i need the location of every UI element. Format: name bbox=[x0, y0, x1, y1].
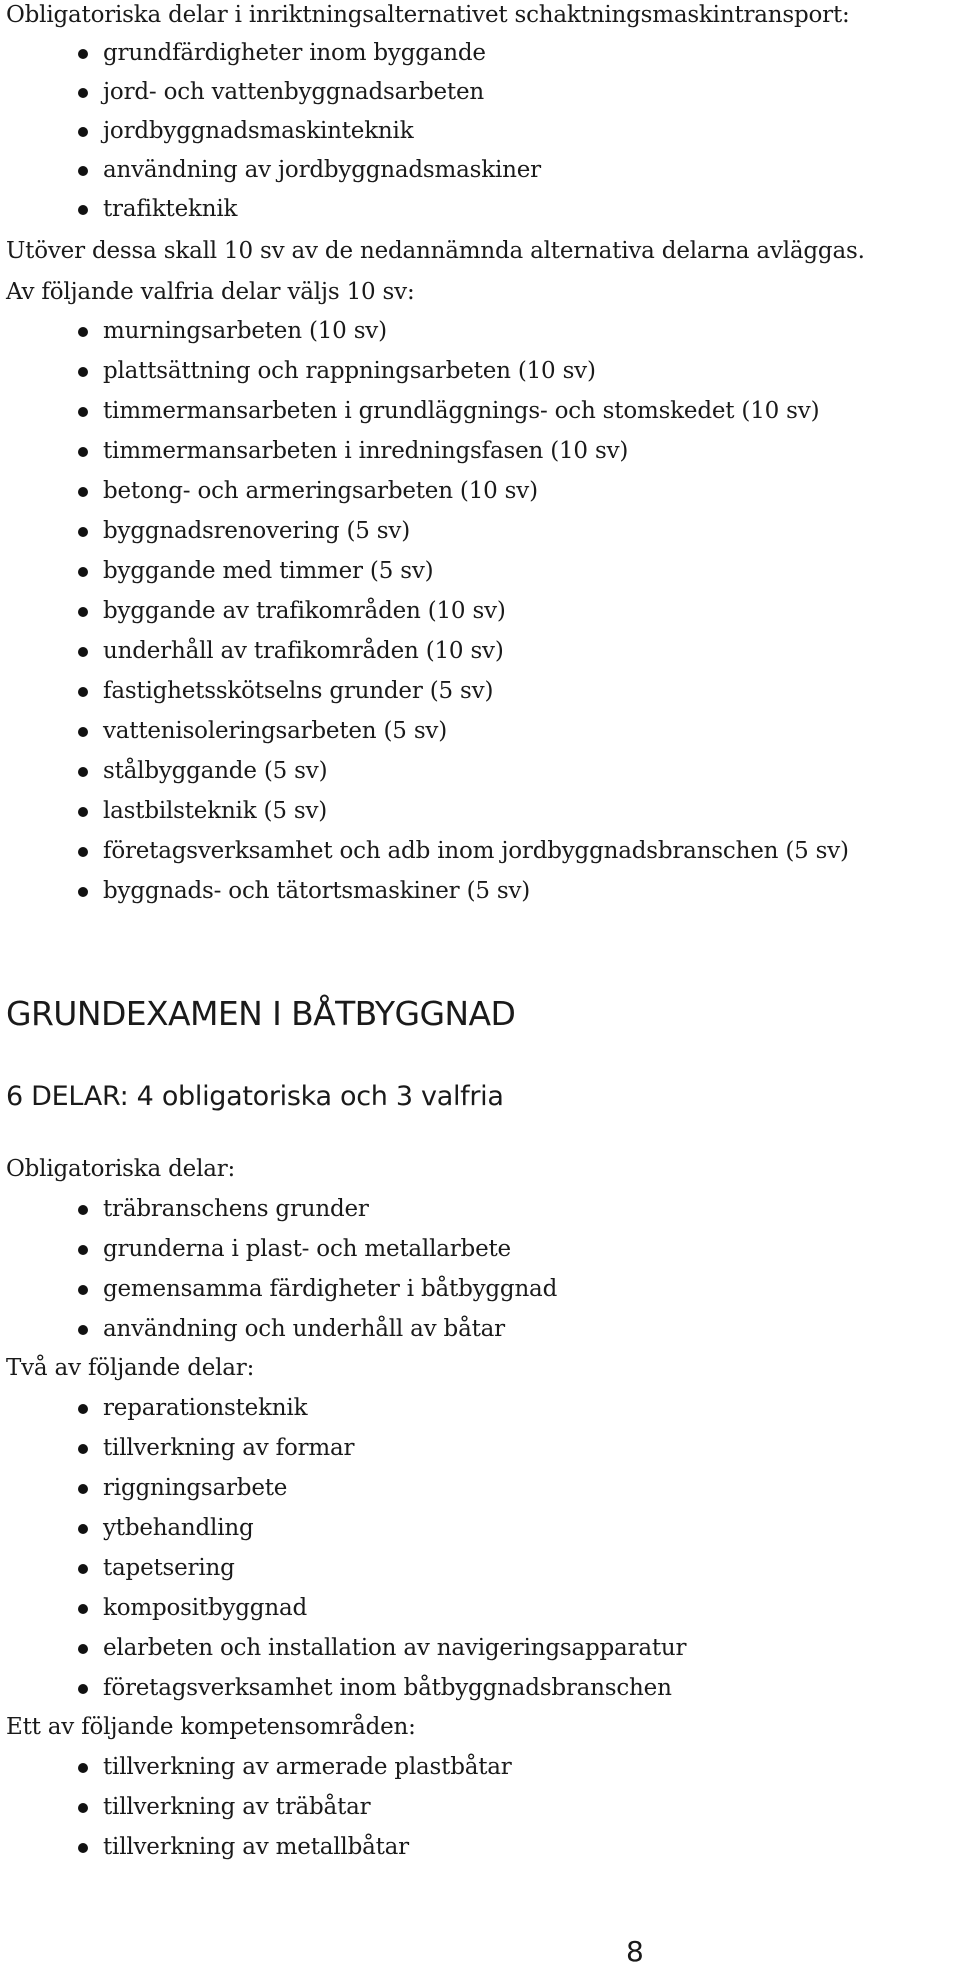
list-item bbox=[0, 1433, 686, 1473]
list-item-text: vattenisoleringsarbeten (5 sv) bbox=[103, 718, 447, 744]
list-item-text: tapetsering bbox=[103, 1555, 235, 1581]
section1-mandatory-list bbox=[0, 38, 541, 233]
bullet-icon bbox=[78, 49, 88, 59]
list-item-text: jord- och vattenbyggnadsarbeten bbox=[103, 79, 484, 105]
bullet-icon bbox=[78, 88, 88, 98]
list-item bbox=[0, 716, 849, 756]
list-item-text: användning och underhåll av båtar bbox=[103, 1316, 505, 1342]
bullet-icon bbox=[78, 1803, 88, 1813]
bullet-icon bbox=[78, 647, 88, 657]
bullet-icon bbox=[78, 807, 88, 817]
section2-mandatory-label: Obligatoriska delar: bbox=[6, 1156, 236, 1182]
list-item bbox=[0, 1553, 686, 1593]
list-item-text: kompositbyggnad bbox=[103, 1595, 307, 1621]
bullet-icon bbox=[78, 127, 88, 137]
bullet-icon bbox=[78, 1564, 88, 1574]
bullet-icon bbox=[78, 767, 88, 777]
list-item-text: timmermansarbeten i inredningsfasen (10 sv) bbox=[103, 438, 629, 464]
bullet-icon bbox=[78, 727, 88, 737]
bullet-icon bbox=[78, 1644, 88, 1654]
bullet-icon bbox=[78, 1205, 88, 1215]
list-item bbox=[0, 77, 541, 116]
bullet-icon bbox=[78, 607, 88, 617]
section2-subtitle: 6 DELAR: 4 obligatoriska och 3 valfria bbox=[6, 1081, 504, 1112]
section1-intro: Obligatoriska delar i inriktningsalternativet schaktningsmaskintransport: bbox=[6, 2, 850, 28]
list-item bbox=[0, 1274, 557, 1314]
list-item-text: murningsarbeten (10 sv) bbox=[103, 318, 387, 344]
list-item bbox=[0, 1194, 557, 1234]
bullet-icon bbox=[78, 567, 88, 577]
list-item-text: plattsättning och rappningsarbeten (10 sv) bbox=[103, 358, 596, 384]
section2-one-of-list bbox=[0, 1752, 512, 1872]
list-item bbox=[0, 516, 849, 556]
bullet-icon bbox=[78, 367, 88, 377]
section2-mandatory-list bbox=[0, 1194, 557, 1354]
list-item-text: byggnads- och tätortsmaskiner (5 sv) bbox=[103, 878, 531, 904]
section1-choice-note: Utöver dessa skall 10 sv av de nedannämnda alternativa delarna avläggas. bbox=[6, 238, 865, 264]
list-item-text: gemensamma färdigheter i båtbyggnad bbox=[103, 1276, 558, 1302]
bullet-icon bbox=[78, 1285, 88, 1295]
bullet-icon bbox=[78, 1484, 88, 1494]
list-item bbox=[0, 1673, 686, 1713]
list-item-text: byggnadsrenovering (5 sv) bbox=[103, 518, 410, 544]
bullet-icon bbox=[78, 205, 88, 215]
bullet-icon bbox=[78, 887, 88, 897]
list-item-text: byggande av trafikområden (10 sv) bbox=[103, 598, 506, 624]
list-item bbox=[0, 796, 849, 836]
list-item bbox=[0, 876, 849, 916]
list-item bbox=[0, 1314, 557, 1354]
list-item bbox=[0, 155, 541, 194]
section2-two-of-list bbox=[0, 1393, 686, 1713]
list-item bbox=[0, 1234, 557, 1274]
bullet-icon bbox=[78, 847, 88, 857]
list-item bbox=[0, 116, 541, 155]
list-item-text: byggande med timmer (5 sv) bbox=[103, 558, 434, 584]
list-item-text: betong- och armeringsarbeten (10 sv) bbox=[103, 478, 538, 504]
list-item bbox=[0, 556, 849, 596]
bullet-icon bbox=[78, 1245, 88, 1255]
page-number: 8 bbox=[626, 1935, 644, 1968]
list-item-text: grunderna i plast- och metallarbete bbox=[103, 1236, 511, 1262]
list-item bbox=[0, 756, 849, 796]
list-item bbox=[0, 1832, 512, 1872]
bullet-icon bbox=[78, 1763, 88, 1773]
list-item bbox=[0, 396, 849, 436]
list-item-text: användning av jordbyggnadsmaskiner bbox=[103, 157, 541, 183]
bullet-icon bbox=[78, 1843, 88, 1853]
list-item-text: stålbyggande (5 sv) bbox=[103, 758, 328, 784]
list-item-text: tillverkning av formar bbox=[103, 1435, 355, 1461]
list-item bbox=[0, 676, 849, 716]
list-item-text: lastbilsteknik (5 sv) bbox=[103, 798, 328, 824]
list-item bbox=[0, 1633, 686, 1673]
bullet-icon bbox=[78, 166, 88, 176]
list-item-text: tillverkning av träbåtar bbox=[103, 1794, 371, 1820]
list-item bbox=[0, 596, 849, 636]
bullet-icon bbox=[78, 1524, 88, 1534]
list-item bbox=[0, 436, 849, 476]
list-item-text: träbranschens grunder bbox=[103, 1196, 369, 1222]
list-item-text: fastighetsskötselns grunder (5 sv) bbox=[103, 678, 494, 704]
list-item bbox=[0, 836, 849, 876]
bullet-icon bbox=[78, 1604, 88, 1614]
bullet-icon bbox=[78, 1444, 88, 1454]
list-item-text: elarbeten och installation av navigeringsapparatur bbox=[103, 1635, 687, 1661]
bullet-icon bbox=[78, 527, 88, 537]
list-item-text: riggningsarbete bbox=[103, 1475, 288, 1501]
list-item bbox=[0, 1393, 686, 1433]
bullet-icon bbox=[78, 687, 88, 697]
list-item bbox=[0, 1593, 686, 1633]
bullet-icon bbox=[78, 327, 88, 337]
list-item-text: underhåll av trafikområden (10 sv) bbox=[103, 638, 504, 664]
list-item bbox=[0, 636, 849, 676]
list-item-text: tillverkning av metallbåtar bbox=[103, 1834, 409, 1860]
list-item bbox=[0, 194, 541, 233]
section1-optional-intro: Av följande valfria delar väljs 10 sv: bbox=[6, 279, 415, 305]
list-item-text: företagsverksamhet och adb inom jordbyggnadsbranschen (5 sv) bbox=[103, 838, 849, 864]
list-item bbox=[0, 1473, 686, 1513]
bullet-icon bbox=[78, 487, 88, 497]
list-item bbox=[0, 1752, 512, 1792]
section1-optional-list bbox=[0, 316, 849, 916]
bullet-icon bbox=[78, 447, 88, 457]
section2-two-of-label: Två av följande delar: bbox=[6, 1355, 255, 1381]
bullet-icon bbox=[78, 407, 88, 417]
section2-title: GRUNDEXAMEN I BÅTBYGGNAD bbox=[6, 994, 516, 1033]
list-item-text: grundfärdigheter inom byggande bbox=[103, 40, 486, 66]
list-item-text: timmermansarbeten i grundläggnings- och stomskedet (10 sv) bbox=[103, 398, 820, 424]
bullet-icon bbox=[78, 1325, 88, 1335]
list-item-text: jordbyggnadsmaskinteknik bbox=[103, 118, 414, 144]
section2-one-of-label: Ett av följande kompetensområden: bbox=[6, 1714, 416, 1740]
list-item bbox=[0, 1792, 512, 1832]
bullet-icon bbox=[78, 1684, 88, 1694]
list-item-text: ytbehandling bbox=[103, 1515, 254, 1541]
bullet-icon bbox=[78, 1404, 88, 1414]
list-item-text: trafikteknik bbox=[103, 196, 238, 222]
list-item-text: tillverkning av armerade plastbåtar bbox=[103, 1754, 512, 1780]
list-item bbox=[0, 476, 849, 516]
list-item bbox=[0, 1513, 686, 1553]
list-item bbox=[0, 356, 849, 396]
list-item-text: reparationsteknik bbox=[103, 1395, 308, 1421]
list-item bbox=[0, 38, 541, 77]
list-item-text: företagsverksamhet inom båtbyggnadsbranschen bbox=[103, 1675, 672, 1701]
list-item bbox=[0, 316, 849, 356]
